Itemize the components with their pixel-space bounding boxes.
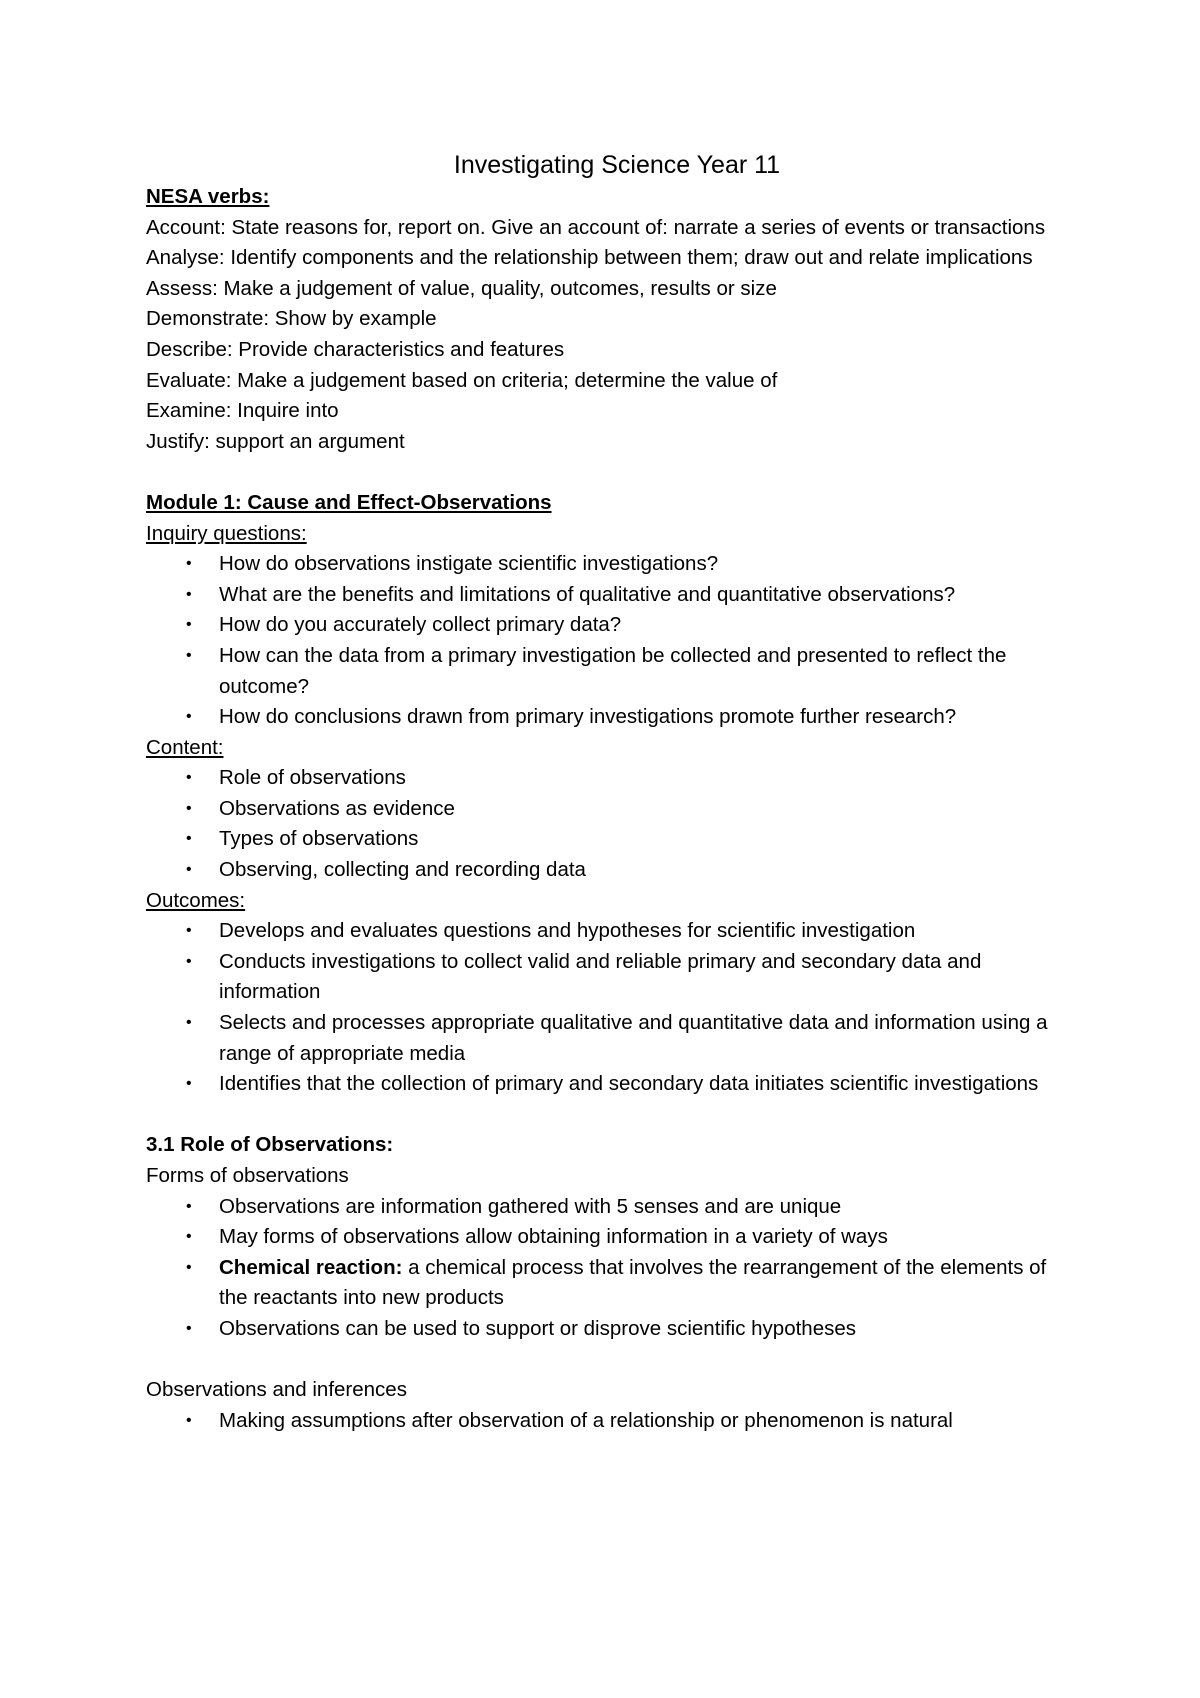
bullet-icon: • — [186, 1075, 192, 1093]
nesa-verb: Evaluate: Make a judgement based on criteria; determine the value of — [146, 368, 778, 392]
list-item: • Observations can be used to support or disprove scientific hypotheses — [146, 1314, 1076, 1345]
section-3-1-heading: 3.1 Role of Observations: — [146, 1133, 394, 1157]
bullet-icon: • — [186, 1319, 192, 1337]
content-label: Content: — [146, 735, 224, 759]
document-title: Investigating Science Year 11 — [453, 151, 781, 179]
chemical-reaction-definition: a chemical process that involves the rearrangement of the elements of the reactants into new products — [219, 1255, 1047, 1310]
list-item: • Conducts investigations to collect valid and reliable primary and secondary data and information — [146, 947, 1076, 1008]
bullet-icon: • — [186, 952, 192, 970]
list-item: • Types of observations — [146, 824, 1076, 855]
nesa-verb: Examine: Inquire into — [146, 399, 339, 423]
bullet-icon: • — [186, 830, 192, 848]
outcomes-label: Outcomes: — [146, 888, 246, 912]
nesa-verb: Describe: Provide characteristics and features — [146, 337, 565, 361]
list-item — [146, 1253, 1076, 1314]
nesa-verbs-heading: NESA verbs: — [146, 185, 270, 208]
nesa-verbs-list — [146, 213, 1076, 458]
bullet-icon: • — [186, 1258, 192, 1276]
spacer — [146, 457, 1076, 488]
bullet-icon: • — [186, 1228, 192, 1246]
nesa-verb: Assess: Make a judgement of value, quality, outcomes, results or size — [146, 276, 777, 300]
list-item: • Observing, collecting and recording data — [146, 855, 1076, 886]
bullet-icon: • — [186, 922, 192, 940]
inquiry-questions-label: Inquiry questions: — [146, 521, 307, 545]
list-item: • Develops and evaluates questions and hypotheses for scientific investigation — [146, 916, 1076, 947]
bullet-icon: • — [186, 799, 192, 817]
bullet-icon: • — [186, 1197, 192, 1215]
bullet-icon: • — [186, 1014, 192, 1032]
list-item: • Identifies that the collection of primary and secondary data initiates scientific investigations — [146, 1069, 1076, 1100]
bullet-icon: • — [186, 708, 192, 726]
bullet-icon: • — [186, 861, 192, 879]
list-item: • Selects and processes appropriate qualitative and quantitative data and information using a range of appropriate media — [146, 1008, 1076, 1069]
observations-inferences-label: Observations and inferences — [146, 1378, 407, 1402]
forms-of-observations-list — [146, 1192, 1076, 1345]
nesa-verb: Demonstrate: Show by example — [146, 307, 437, 331]
list-item: • What are the benefits and limitations of qualitative and quantitative observations? — [146, 580, 1076, 611]
bullet-icon: • — [186, 616, 192, 634]
list-item: • Making assumptions after observation of a relationship or phenomenon is natural — [146, 1406, 1076, 1437]
list-item: • Observations are information gathered with 5 senses and are unique — [146, 1192, 1076, 1223]
list-item: • How do you accurately collect primary data? — [146, 610, 1076, 641]
observations-inferences-list — [146, 1406, 1076, 1437]
bullet-icon: • — [186, 769, 192, 787]
content-list — [146, 763, 1076, 885]
bullet-icon: • — [186, 646, 192, 664]
bullet-icon: • — [186, 555, 192, 573]
list-item: • How do conclusions drawn from primary investigations promote further research? — [146, 702, 1076, 733]
forms-of-observations-label: Forms of observations — [146, 1164, 349, 1187]
nesa-verb: Justify: support an argument — [146, 429, 405, 453]
chemical-reaction-term: Chemical reaction: — [219, 1255, 403, 1279]
list-item: • How can the data from a primary investigation be collected and presented to reflect the outcome? — [146, 641, 1076, 702]
list-item: • May forms of observations allow obtaining information in a variety of ways — [146, 1222, 1076, 1253]
list-item: • How do observations instigate scientific investigations? — [146, 549, 1076, 580]
bullet-icon: • — [186, 1411, 192, 1429]
document-page — [146, 148, 1076, 1436]
nesa-verb: Account: State reasons for, report on. Give an account of: narrate a series of events or transactions — [146, 215, 1046, 239]
spacer — [146, 1345, 1076, 1376]
inquiry-questions-list — [146, 549, 1076, 733]
spacer — [146, 1100, 1076, 1131]
outcomes-list — [146, 916, 1076, 1100]
bullet-icon: • — [186, 585, 192, 603]
nesa-verb: Analyse: Identify components and the relationship between them; draw out and relate implications — [146, 246, 1033, 270]
list-item: • Role of observations — [146, 763, 1076, 794]
list-item: • Observations as evidence — [146, 794, 1076, 825]
module-1-heading: Module 1: Cause and Effect-Observations — [146, 490, 552, 514]
